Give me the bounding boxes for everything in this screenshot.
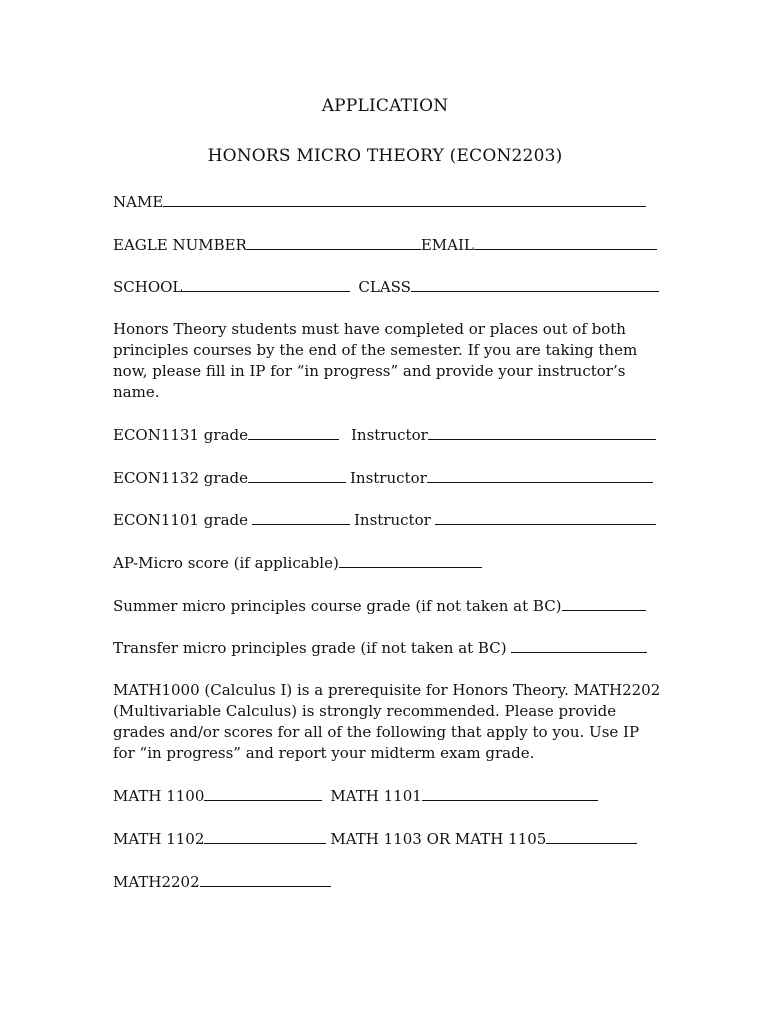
econ1101-instructor-label: Instructor [354,511,431,529]
econ1131-instructor-field[interactable] [428,425,656,440]
econ1101-instructor-field[interactable] [435,510,656,525]
class-field[interactable] [411,277,659,292]
intro-paragraph: Honors Theory students must have completed or places out of both principles courses by the end of the semester. If you are taking them now, please fill in IP for “in progress” and provide your instructor’s name. [113,320,638,401]
econ1101-row [113,510,656,530]
math1102-label: MATH 1102 [113,830,205,848]
econ1131-grade-field[interactable] [248,425,339,440]
econ1132-instructor-field[interactable] [427,468,653,483]
math1101-field[interactable] [422,786,598,801]
transfer-row [113,638,647,658]
econ1132-instructor-label: Instructor [350,469,427,487]
eagle-number-field[interactable] [247,235,421,250]
math1103-field[interactable] [546,829,637,844]
econ1131-row [113,425,656,445]
math-paragraph: MATH1000 (Calculus I) is a prerequisite for Honors Theory. MATH2202 (Multivariable Calculus) is strongly recommended. Please provide grades and/or scores for all of the following that apply to you. Use IP for “in progress” and report your midterm exam grade. [113,681,661,762]
econ1101-label: ECON1101 grade [113,511,248,529]
math1100-1101-row [113,786,598,806]
school-class-row [113,277,659,297]
math2202-field[interactable] [200,872,331,887]
ap-micro-field[interactable] [339,553,482,568]
school-label: SCHOOL [113,278,183,296]
transfer-field[interactable] [511,638,647,653]
ap-micro-label: AP-Micro score (if applicable) [113,554,339,572]
document-title: APPLICATION [321,96,449,116]
math1100-label: MATH 1100 [113,787,205,805]
math1100-field[interactable] [204,786,322,801]
math1102-1103-row [113,829,637,849]
email-label: EMAIL [420,236,474,254]
econ1131-label: ECON1131 grade [113,426,248,444]
summer-label: Summer micro principles course grade (if not taken at BC) [113,597,562,615]
email-field[interactable] [474,235,657,250]
econ1132-grade-field[interactable] [248,468,346,483]
summer-field[interactable] [562,596,646,611]
econ1132-row [113,468,653,488]
math2202-label: MATH2202 [113,873,200,891]
name-label: NAME [113,193,164,211]
math1102-field[interactable] [204,829,326,844]
econ1101-grade-field[interactable] [252,510,350,525]
transfer-label: Transfer micro principles grade (if not taken at BC) [113,639,507,657]
course-title: HONORS MICRO THEORY (ECON2203) [207,146,563,166]
math1103-label: MATH 1103 OR MATH 1105 [330,830,547,848]
name-field[interactable] [163,192,646,207]
econ1131-instructor-label: Instructor [351,426,428,444]
school-field[interactable] [182,277,350,292]
class-label: CLASS [358,278,411,296]
name-row [113,192,646,212]
math2202-row [113,872,331,892]
econ1132-label: ECON1132 grade [113,469,248,487]
summer-row [113,596,646,616]
eagle-email-row [113,235,657,255]
ap-micro-row [113,553,482,573]
eagle-number-label: EAGLE NUMBER [113,236,247,254]
math1101-label: MATH 1101 [330,787,422,805]
